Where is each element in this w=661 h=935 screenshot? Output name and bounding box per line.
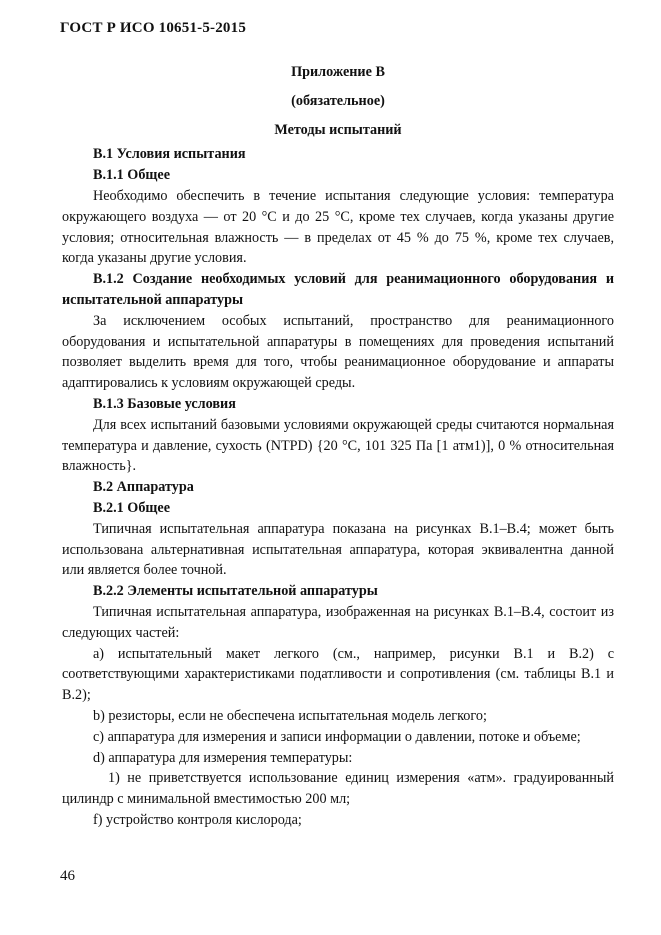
page-number: 46 xyxy=(60,868,75,884)
appendix-name: Методы испытаний xyxy=(274,121,402,138)
section-b2-heading: B.2 Аппаратура xyxy=(93,479,194,496)
section-b22-heading: B.2.2 Элементы испытательной аппаратуры xyxy=(93,583,378,600)
appendix-status: (обязательное) xyxy=(291,92,385,109)
section-b21-heading: B.2.1 Общее xyxy=(93,499,170,516)
page-content xyxy=(62,62,614,831)
list-item-c: c) аппаратура для измерения и записи информации о давлении, потоке и объеме; xyxy=(93,728,581,745)
section-b11-heading: B.1.1 Общее xyxy=(93,167,170,184)
appendix-title: Приложение B xyxy=(291,64,385,80)
list-item-f: f) устройство контроля кислорода; xyxy=(93,811,302,828)
section-b12-heading: B.1.2 Создание необходимых условий для реанимационного оборудования и испытательной аппаратуры xyxy=(62,271,614,308)
list-item-b: b) резисторы, если не обеспечена испытательная модель легкого; xyxy=(93,707,487,724)
section-b21-text: Типичная испытательная аппаратура показана на рисунках B.1–B.4; может быть использована альтернативная испытательная аппаратура, которая эквивалентна данной или является более точной. xyxy=(62,520,614,579)
section-b13-heading: B.1.3 Базовые условия xyxy=(93,395,236,412)
list-item-a: a) испытательный макет легкого (см., например, рисунки B.1 и B.2) с соответствующими характеристиками податливости и сопротивления (см. таблицы B.1 и B.2); xyxy=(62,645,614,704)
footnote-text: 1) не приветствуется использование единиц измерения «атм». градуированный цилиндр с минимальной вместимостью 200 мл; xyxy=(62,770,614,808)
section-b1-heading: B.1 Условия испытания xyxy=(93,146,246,163)
document-header: ГОСТ Р ИСО 10651-5-2015 xyxy=(60,20,247,36)
section-b11-text: Необходимо обеспечить в течение испытания следующие условия: температура окружающего воздуха — от 20 °С и до 25 °С, кроме тех случаев, когда указаны другие условия; относительная влажность — в пределах от 45 % до 75 %, кроме тех случаев, когда указаны другие условия. xyxy=(62,187,614,267)
section-b12-text: За исключением особых испытаний, пространство для реанимационного оборудования и испытательной аппаратуры в помещениях для проведения испытаний позволяет выделить время для того, чтобы реанимационное оборудование и аппараты адаптировались к условиям окружающей среды. xyxy=(62,312,614,392)
list-item-d: d) аппаратура для измерения температуры: xyxy=(93,749,353,766)
section-b22-text: Типичная испытательная аппаратура, изображенная на рисунках B.1–B.4, состоит из следующих частей: xyxy=(62,603,614,641)
section-b13-text: Для всех испытаний базовыми условиями окружающей среды считаются нормальная температура и давление, сухость (NTPD) {20 °С, 101 325 Па [1 атм1)], 0 % относительная влажность}. xyxy=(62,416,614,475)
